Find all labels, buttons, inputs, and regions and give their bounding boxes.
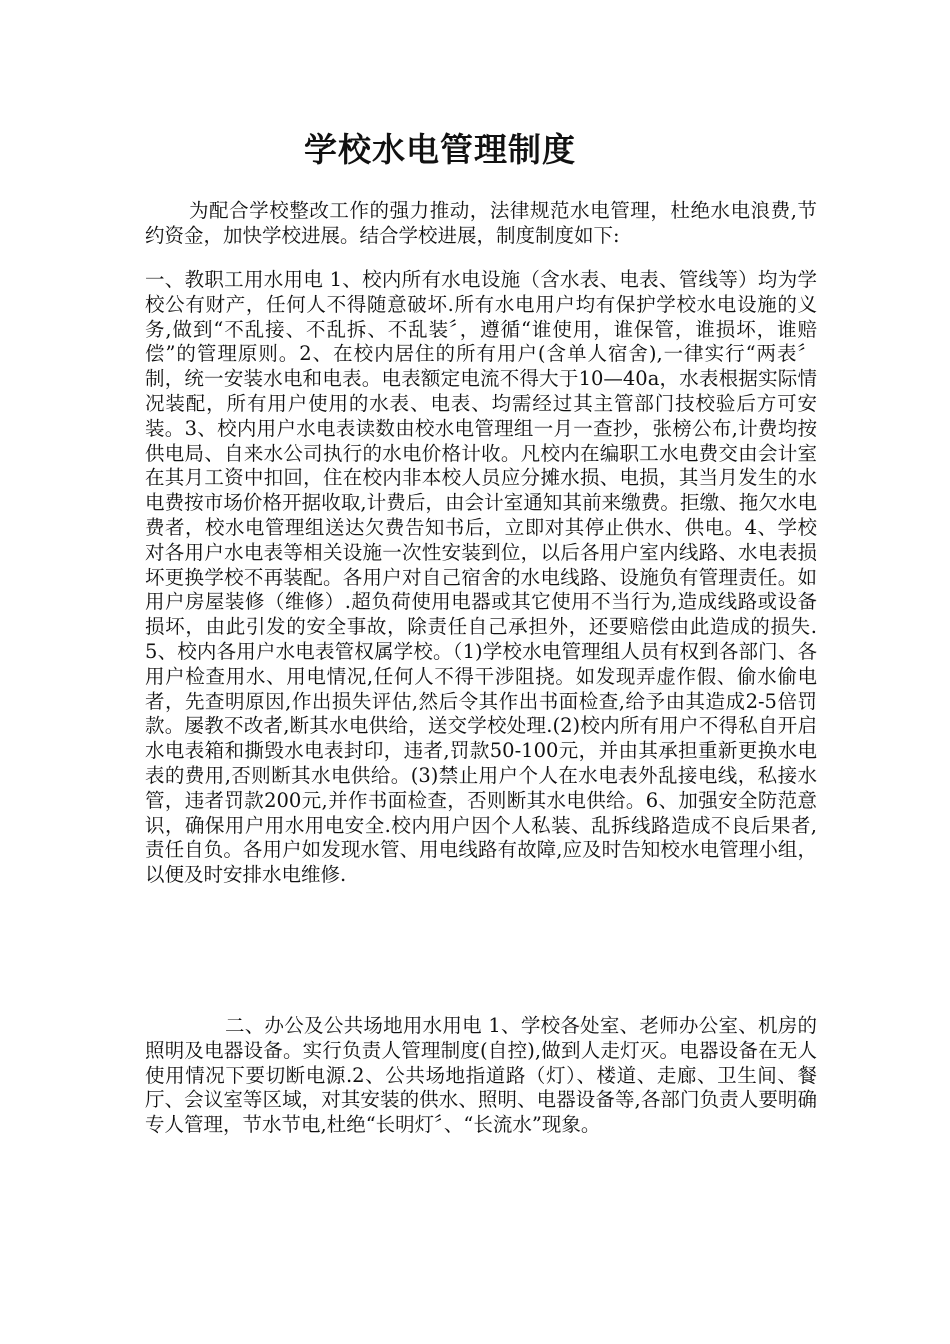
document-title: 学校水电管理制度 <box>304 130 576 169</box>
section-1-paragraph: 一、教职工用水用电 1、校内所有水电设施（含水表、电表、管线等）均为学校公有财产，任何人不得随意破坏.所有水电用户均有保护学校水电设施的义务,做到“不乱接、不乱拆、不乱装〞，遵循“谁使用，谁保管，谁损坏，谁赔偿”的管理原则。2、在校内居住的所有用户(含单人宿舍),一律实行“两表〞制，统一安装水电和电表。电表额定电流不得大于10—40a，水表根据实际情况装配，所有用户使用的水表、电表、均需经过其主管部门技校验后方可安装。3、校内用户水电表读数由校水电管理组一月一查抄，张榜公布,计费均按供电局、自来水公司执行的水电价格计收。凡校内在编职工水电费交由会计室在其月工资中扣回，住在校内非本校人员应分摊水损、电损，其当月发生的水电费按市场价格开据收取,计费后，由会计室通知其前来缴费。拒缴、拖欠水电费者，校水电管理组送达欠费告知书后，立即对其停止供水、供电。4、学校对各用户水电表等相关设施一次性安装到位，以后各用户室内线路、水电表损坏更换学校不再装配。各用户对自己宿舍的水电线路、设施负有管理责任。如用户房屋装修（维修）.超负荷使用电器或其它使用不当行为,造成线路或设备损坏，由此引发的安全事故，除责任自己承担外，还要赔偿由此造成的损失.5、校内各用户水电表管权属学校。（1)学校水电管理组人员有权到各部门、各用户检查用水、用电情况,任何人不得干涉阻挠。如发现弄虚作假、偷水偷电者，先查明原因,作出损失评估,然后令其作出书面检查,给予由其造成2-5倍罚款。屡教不改者,断其水电供给，送交学校处理.(2)校内所有用户不得私自开启水电表箱和撕毁水电表封印，违者,罚款50-100元，并由其承担重新更换水电表的费用,否则断其水电供给。(3)禁止用户个人在水电表外乱接电线，私接水管，违者罚款200元,并作书面检查，否则断其水电供给。6、加强安全防范意识，确保用户用水用电安全.校内用户因个人私装、乱拆线路造成不良后果者,责任自负。各用户如发现水管、用电线路有故障,应及时告知校水电管理小组，以便及时安排水电维修. <box>145 268 817 887</box>
intro-paragraph: 为配合学校整改工作的强力推动，法律规范水电管理，杜绝水电浪费,节约资金，加快学校进展。结合学校进展，制度制度如下: <box>145 199 817 247</box>
section-2-paragraph: 二、办公及公共场地用水用电 1、学校各处室、老师办公室、机房的照明及电器设备。实行负责人管理制度(自控),做到人走灯灭。电器设备在无人使用情况下要切断电源.2、公共场地指道路（灯）、楼道、走廊、卫生间、餐厅、会议室等区域，对其安装的供水、照明、电器设备等,各部门负责人要明确专人管理，节水节电,杜绝“长明灯〞、“长流水”现象。 <box>145 1014 817 1137</box>
